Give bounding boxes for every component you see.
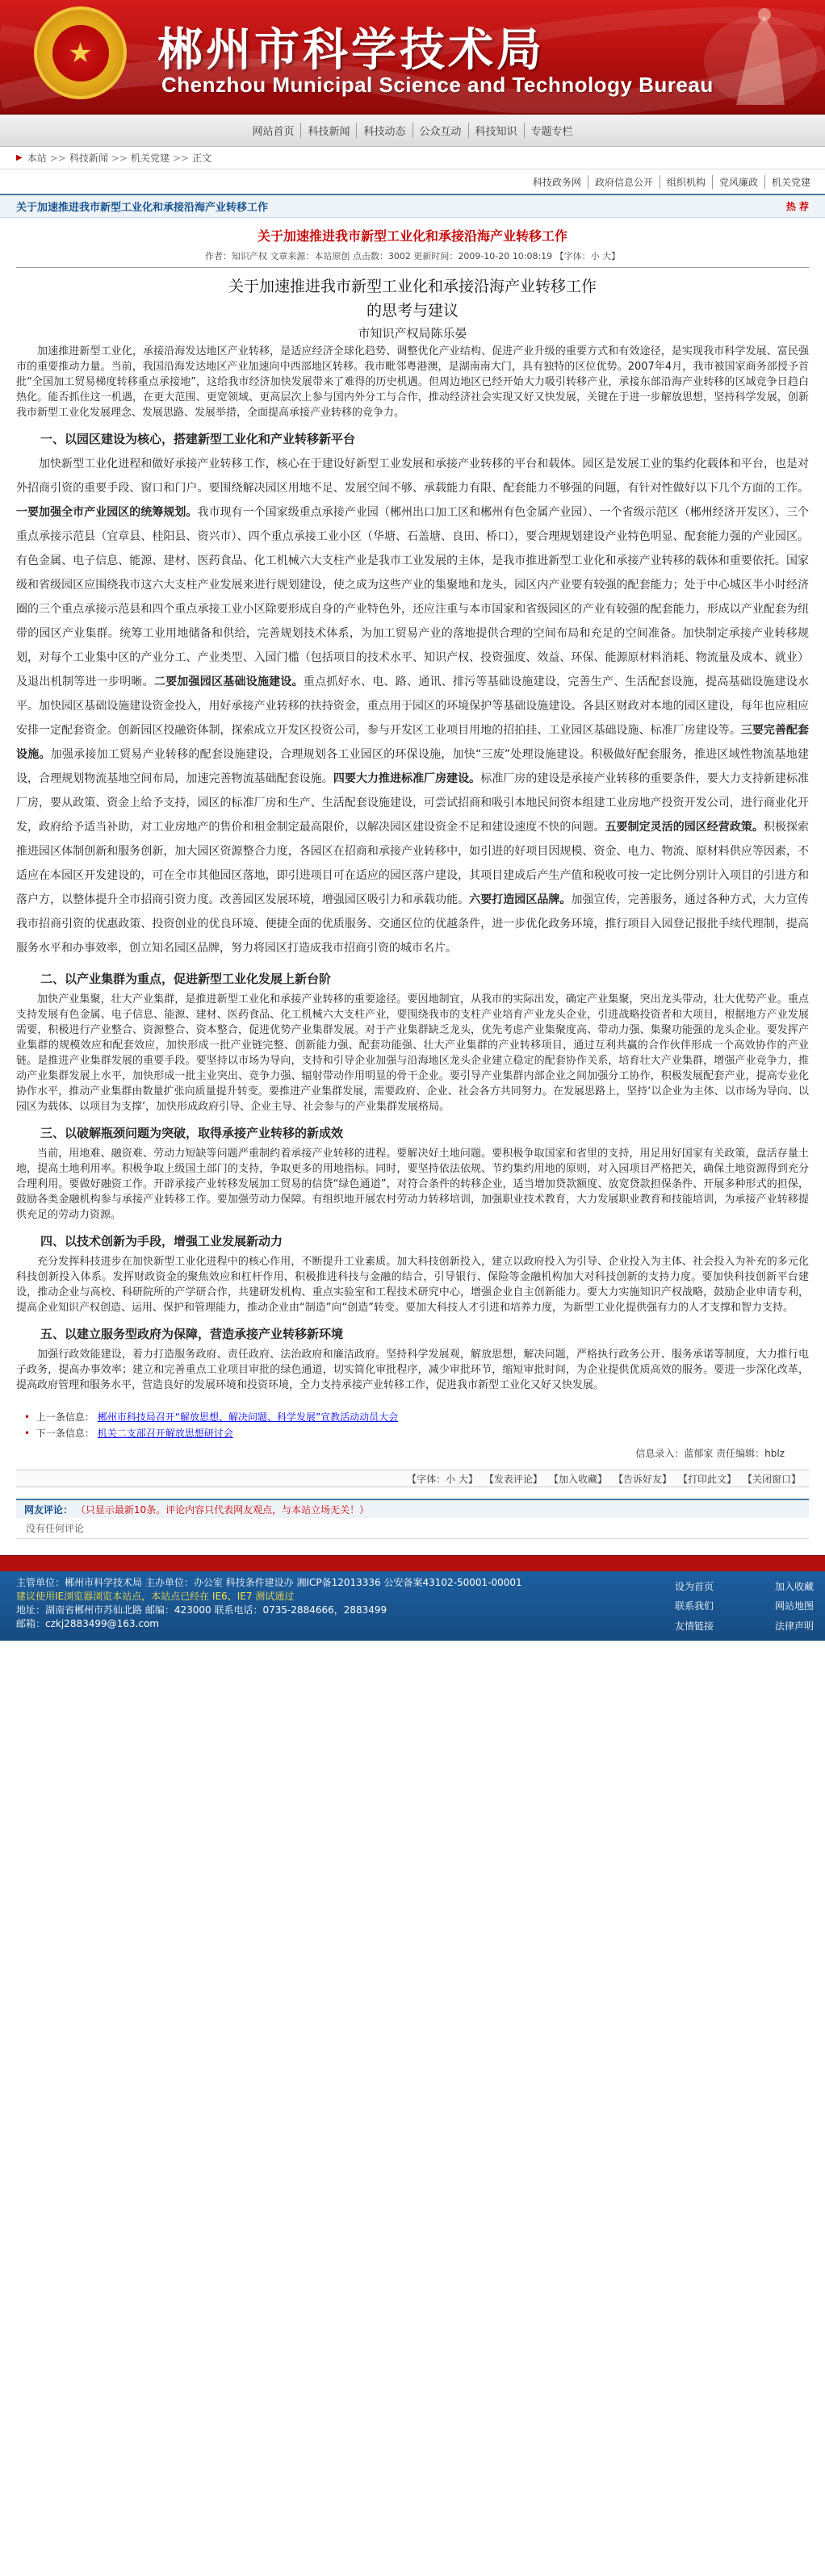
quick-link-gov[interactable]: 科技政务网 bbox=[532, 176, 581, 188]
nav-interaction[interactable]: 公众互动 bbox=[412, 123, 468, 138]
s1-text: 加强承接加工贸易产业转移的配套设施建设，合理规划各工业园区的环保设施，加快“三废”处理设施建设。积极做好配套服务，推进区域性物流基地建设，合理规划物流基地空间布局，加速完善物流基础配套设施。 bbox=[16, 748, 810, 785]
section-heading-2: 二、以产业集群为重点，促进新型工业化发展上新台阶 bbox=[40, 972, 332, 986]
close-window-button[interactable]: 【关闭窗口】 bbox=[742, 1473, 801, 1485]
font-size-toggle[interactable]: 【字体：小 大】 bbox=[407, 1473, 478, 1485]
section-4-paragraph: 充分发挥科技进步在加快新型工业化进程中的核心作用，不断提升工业素质。加大科技创新投入，建立以政府投入为引导、企业投入为主体、社会投入为补充的多元化科技创新投入体系。发挥财政资金的聚焦效应和杠杆作用，积极推进科技与金融的结合，引导银行、保险等金融机构加大对科技创新的支持力度。要加快科技创新平台建设，推动企业与高校、科研院所的产学研合作，共建研发机构、重点实验室和工程技术研究中心，增强企业自主创新能力。要大力实施知识产权战略，鼓励企业申请专利，提高企业知识产权创造、运用、保护和管理能力，推动企业由“制造”向“创造”转变。要加大科技人才引进和培养力度，为新型工业化提供强有力的人才支撑和智力支持。 bbox=[16, 1256, 809, 1314]
comments-title bbox=[24, 1503, 369, 1516]
nav-dynamics[interactable]: 科技动态 bbox=[356, 123, 412, 138]
nav-news[interactable]: 科技新闻 bbox=[300, 123, 356, 138]
prev-article-link[interactable]: 郴州市科技局召开“解放思想、解决问题、科学发展”宣教活动动员大会 bbox=[97, 1411, 399, 1423]
s1-point-3: 三要完善配套设施。 bbox=[16, 724, 810, 761]
section-heading-3: 三、以破解瓶颈问题为突破，取得承接产业转移的新成效 bbox=[40, 1126, 344, 1140]
section-1-paragraph bbox=[16, 452, 809, 960]
footer-links bbox=[664, 1571, 825, 1641]
s1-text: 加强宣传，完善服务，通过各种方式，大力宣传我市招商引资的优惠政策、投资创业的优良环境、便捷全面的优质服务、交通区位的优越条件，进一步优化政务环境，推行项目入园登记报批手续代理制，提高服务水平和办事效率，创立知名园区品牌，努力将园区打造成我市招商引资的城市名片。 bbox=[16, 893, 810, 955]
nav-knowledge[interactable]: 科技知识 bbox=[468, 123, 524, 138]
site-title: 郴州市科学技术局 bbox=[157, 23, 545, 77]
site-footer bbox=[0, 1571, 825, 1641]
s1-text: 重点抓好水、电、路、通讯、排污等基础设施建设，完善生产、生活配套设施，提高基础设施建设水平。加快园区基础设施建设资金投入，用好承接产业转移的扶持资金，重点用于园区的环境保护等基础设施建设。各县区财政对本地的园区建设，每年也应相应安排一定配套资金。创新园区投融资体制，探索成立开发区投资公司，参与开发区工业项目用地的招拍挂、工业园区基础设施、标准厂房建设等。 bbox=[16, 675, 810, 737]
add-favorite-link[interactable]: 加入收藏 bbox=[774, 1580, 814, 1592]
s1-text: 标准厂房的建设是承接产业转移的重要条件，要大力支持新建标准厂房，要从政策、资金上给予支持，园区的标准厂房和生产、生活配套设施建设，可尝试招商和吸引本地民间资本组建工业房地产投资开发公司，进行商业化开发，政府给予适当补助，对工业房地产的售价和租金制定最高限价，以解决园区建设资金不足和建设速度不快的问题。 bbox=[16, 772, 810, 834]
footer-info bbox=[0, 1571, 664, 1641]
section-3-paragraph: 当前，用地难、融资难、劳动力短缺等问题严重制约着承接产业转移的进程。要解决好土地问题。要积极争取国家和省里的支持，用足用好国家有关政策，盘活存量土地，提高土地利用率。积极争取上级国土部门的支持，争取更多的用地指标。同时，要坚持依法依规、节约集约用地的原则，对入园项目严格把关，确保土地资源得到充分合理利用。要做好融资工作。开辟承接产业转移发展加工贸易的信贷“绿色通道”，对符合条件的转移企业，适当增加贷款额度、放宽贷款担保条件、开展多种形式的担保，鼓励各类金融机构参与承接产业转移工作。要加强劳动力保障。有组织地开展农村劳动力转移培训，加强职业技术教育，大力发展职业教育和技能培训，为承接产业转移提供充足的劳动力资源。 bbox=[16, 1148, 809, 1221]
footer-divider bbox=[0, 1555, 825, 1571]
crumb-sep: >> bbox=[49, 152, 66, 164]
footer-line-1: 主管单位：郴州市科学技术局 主办单位：办公室 科技条件建设办 湘ICP备12013336 公安备案43102-50001-00001 bbox=[16, 1577, 522, 1588]
bullet-icon: • bbox=[24, 1428, 31, 1439]
quick-links bbox=[0, 169, 825, 194]
footer-line-4: 邮箱：czkj2883499@163.com bbox=[16, 1618, 159, 1629]
s1-text: 积极探索推进园区体制创新和服务创新，加大园区资源整合力度，各园区在招商和承接产业转移中，如引进的好项目因规模、资金、电力、物流、原材料供应等因素，不适应在本园区开发建设的，可在全市其他园区落地，即引进项目可在适应的园区落户建设，其项目建成后产生产值和税收可按一定比例分别计入项目的引进方和落户方，以整体提升全市招商引资力度。改善园区发展环境，增强园区吸引力和承载功能。 bbox=[16, 821, 810, 906]
national-emblem-icon: ★ bbox=[34, 6, 127, 99]
comments-label: 网友评论： bbox=[24, 1503, 73, 1516]
print-button[interactable]: 【打印此文】 bbox=[677, 1473, 736, 1485]
related-links bbox=[24, 1409, 809, 1441]
topic-bar bbox=[0, 194, 825, 218]
section-heading-1: 一、以园区建设为核心，搭建新型工业化和产业转移新平台 bbox=[40, 432, 356, 446]
editor-sign: 信息录入：蓝郁家 责任编辑：hblz bbox=[635, 1448, 785, 1459]
divider bbox=[16, 267, 809, 268]
article-title: 关于加速推进我市新型工业化和承接沿海产业转移工作 bbox=[257, 228, 567, 244]
quick-link-integrity[interactable]: 党风廉政 bbox=[712, 175, 764, 189]
legal-notice-link[interactable]: 法律声明 bbox=[774, 1620, 814, 1633]
crumb-news[interactable]: 科技新闻 bbox=[69, 153, 108, 164]
quick-link-party[interactable]: 机关党建 bbox=[764, 175, 817, 189]
crumb-sep: >> bbox=[111, 152, 128, 164]
comments-empty: 没有任何评论 bbox=[16, 1518, 809, 1539]
main-nav bbox=[0, 113, 825, 147]
s1-point-4: 四要大力推进标准厂房建设。 bbox=[333, 772, 481, 785]
s1-point-2: 二要加强园区基础设施建设。 bbox=[153, 675, 304, 688]
article bbox=[0, 226, 825, 1539]
article-author: 市知识产权局陈乐晏 bbox=[358, 326, 467, 341]
sculpture-icon bbox=[664, 0, 825, 113]
article-heading-line2: 的思考与建议 bbox=[366, 302, 459, 320]
topic-title: 关于加速推进我市新型工业化和承接沿海产业转移工作 bbox=[16, 202, 269, 214]
s1-point-1: 一要加强全市产业园区的统筹规划。 bbox=[16, 506, 198, 519]
comments-notice: （只显示最新10条。评论内容只代表网友观点，与本站立场无关！） bbox=[75, 1503, 370, 1516]
crumb-sep: >> bbox=[172, 152, 190, 164]
bullet-icon: • bbox=[24, 1411, 31, 1423]
article-meta: 作者：知识产权 文章来源：本站原创 点击数：3002 更新时间：2009-10-20 10:08:19 【字体：小 大】 bbox=[204, 251, 621, 261]
site-banner bbox=[0, 0, 825, 113]
crumb-party[interactable]: 机关党建 bbox=[130, 153, 170, 164]
quick-link-info[interactable]: 政府信息公开 bbox=[588, 175, 660, 189]
tell-friend-button[interactable]: 【告诉好友】 bbox=[613, 1473, 672, 1485]
article-heading-line1: 关于加速推进我市新型工业化和承接沿海产业转移工作 bbox=[228, 278, 597, 295]
quick-link-org[interactable]: 组织机构 bbox=[660, 175, 712, 189]
arrow-icon: ▶ bbox=[16, 153, 23, 162]
intro-paragraph: 加速推进新型工业化，承接沿海发达地区产业转移，是适应经济全球化趋势、调整优化产业结构、促进产业升级的重要方式和有效途径，是实现我市科学发展、富民强市的重要推动力量。当前，我国沿海发达地区产业加速向中西部地区转移。我市毗邻粤港澳，是湖南南大门，具有独特的区位优势。2007年4月，我市被国家商务部授予首批“全国加工贸易梯度转移重点承接地”，这给我市经济加快发展带来了难得的历史机遇。但周边地区已经开始大力吸引转移产业，承接东部沿海产业转移的区域竞争日趋白热化。能否抓住这一机遇，在更大范围、更宽领域、更高层次上参与国内外分工与合作，推动经济社会实现又好又快发展，关键在于进一步解放思想，坚持科学发展，创新我市新型工业化发展理念、发展思路、发展举措，全面提高承接产业转移的竞争力。 bbox=[16, 345, 809, 419]
footer-line-2: 建议使用IE浏览器浏览本站点，本站点已经在 IE6、IE7 测试通过 bbox=[16, 1591, 295, 1602]
prev-article bbox=[24, 1409, 809, 1425]
set-homepage-link[interactable]: 设为首页 bbox=[675, 1580, 714, 1592]
add-favorite-button[interactable]: 【加入收藏】 bbox=[548, 1473, 607, 1485]
section-heading-5: 五、以建立服务型政府为保障，营造承接产业转移新环境 bbox=[40, 1327, 344, 1341]
breadcrumb bbox=[0, 147, 825, 169]
crumb-site[interactable]: 本站 bbox=[27, 153, 47, 164]
next-article-link[interactable]: 机关二支部召开解放思想研讨会 bbox=[97, 1428, 233, 1439]
comments-header bbox=[16, 1499, 809, 1518]
prev-label: 上一条信息： bbox=[36, 1411, 94, 1423]
crumb-current: 正文 bbox=[192, 153, 212, 164]
contact-us-link[interactable]: 联系我们 bbox=[675, 1600, 714, 1612]
section-5-paragraph: 加强行政效能建设，着力打造服务政府、责任政府、法治政府和廉洁政府。坚持科学发展观，解放思想，解决问题，严格执行政务公开、服务承诺等制度，大力推行电子政务，提高办事效率；建立和完善重点工业项目审批的绿色通道，切实简化审批程序，减少审批环节，缩短审批时间，为企业提供优质高效的服务。要进一步深化改革，提高政府管理和服务水平，营造良好的发展环境和投资环境，全力支持承接产业转移工作，促进我市新型工业化又好又快发展。 bbox=[16, 1349, 809, 1391]
next-article bbox=[24, 1425, 809, 1441]
next-label: 下一条信息： bbox=[36, 1428, 94, 1439]
friend-links-link[interactable]: 友情链接 bbox=[675, 1620, 714, 1633]
s1-text: 我市现有一个国家级重点承接产业园（郴州出口加工区和郴州有色金属产业园）、一个省级示范区（郴州经济开发区）、三个重点承接示范县（宜章县、桂阳县、资兴市）、四个重点承接工业小区（华塘、石盖塘、良田、桥口），要合理规划建设产业特色明显、配套能力强的产业园区。有色金属、电子信息、能源、建材、医药食品、化工机械六大支柱产业是我市工业发展的主体，是我市推进新型工业化和承接产业转移的载体和重要依托。国家级和省级园区应围绕我市这六大支柱产业发展来进行规划建设，使之成为这些产业的集聚地和龙头，园区内产业要有较强的配套能力；处于中心城区半小时经济圈的三个重点承接示范县和四个重点承接工业小区除要形成自身的产业特色外，还应注重与本市国家和省级园区的产业有较强的配套能力，形成以产业配套为纽带的园区产业集群。统筹工业用地储备和供给，完善规划技术体系，为加工贸易产业的落地提供合理的空间布局和充足的空间准备。加快制定承接产业转移规划，对每个工业集中区的产业分工、产业类型、入园门槛（包括项目的技术水平、知识产权、投资强度、效益、环保、能源原材料消耗、物流量及成本、就业）及退出机制等进一步明晰。 bbox=[16, 506, 810, 688]
hot-label[interactable]: 热 荐 bbox=[785, 201, 809, 212]
s1-point-5: 五要制定灵活的园区经营政策。 bbox=[605, 821, 764, 834]
footer-line-3: 地址：湖南省郴州市苏仙北路 邮编：423000 联系电话：0735-2884666，2883499 bbox=[16, 1604, 387, 1616]
site-subtitle: Chenzhou Municipal Science and Technology Bureau bbox=[161, 73, 714, 97]
section-heading-4: 四、以技术创新为手段，增强工业发展新动力 bbox=[40, 1234, 283, 1248]
s1-point-6: 六要打造园区品牌。 bbox=[469, 893, 572, 906]
post-comment-button[interactable]: 【发表评论】 bbox=[484, 1473, 542, 1485]
section-2-paragraph: 加快产业集聚，壮大产业集群，是推进新型工业化和承接产业转移的重要途径。要因地制宜，从我市的实际出发，确定产业集聚，突出龙头带动，壮大优势产业。重点支持发展有色金属、电子信息、能源、建材、医药食品、化工机械六大支柱产业，要围绕我市的支柱产业培育产业龙头企业，引进战略投资者和大项目，根据地方产业发展需要，积极进行产业整合、资源整合、资本整合，促进优势产业集群发展。对于产业集群缺乏龙头，优先考虑产业集聚度高、带动力强、集聚功能强的龙头企业。要发挥产业集群的规模效应和配套效应，加快形成一批产业链完整、创新能力强、配套功能强、壮大产业集群的产业转移项目，通过互利共赢的合作伙伴形成一个高效协作的产业链。是推进产业集群发展的重要手段。要坚持以市场为导向，支持和引导企业加强与沿海地区龙头企业建立稳定的配套协作关系，培育壮大产业集群，增强产业竞争力，推动产业集群发展上水平，加快形成一批主业突出、竞争力强、辐射带动作用明显的骨干企业。要引导产业集群内部企业之间加强分工协作，积极发展配套产业，提高专业化协作水平，推动产业集群由数量扩张向质量提升转变。要推进产业集群发展，需要政府、企业、社会各方共同努力。在发展思路上，坚持‘以企业为主体、以市场为导向、以园区为载体、以项目为支撑’，加快形成政府引导、企业主导、社会参与的产业集群发展格局。 bbox=[16, 993, 809, 1113]
nav-home[interactable]: 网站首页 bbox=[252, 126, 295, 138]
article-toolbar bbox=[16, 1470, 809, 1487]
s1-text: 加快新型工业化进程和做好承接产业转移工作，核心在于建设好新型工业发展和承接产业转移的平台和载体。园区是发展工业的集约化载体和平台，也是对外招商引资的重要手段、窗口和门户。要围绕解决园区用地不足、发展空间不够、承载能力有限、配套能力不够强的问题，有针对性做好以下几个方面的工作。 bbox=[16, 458, 809, 495]
site-map-link[interactable]: 网站地图 bbox=[774, 1600, 814, 1612]
nav-special[interactable]: 专题专栏 bbox=[524, 123, 580, 138]
